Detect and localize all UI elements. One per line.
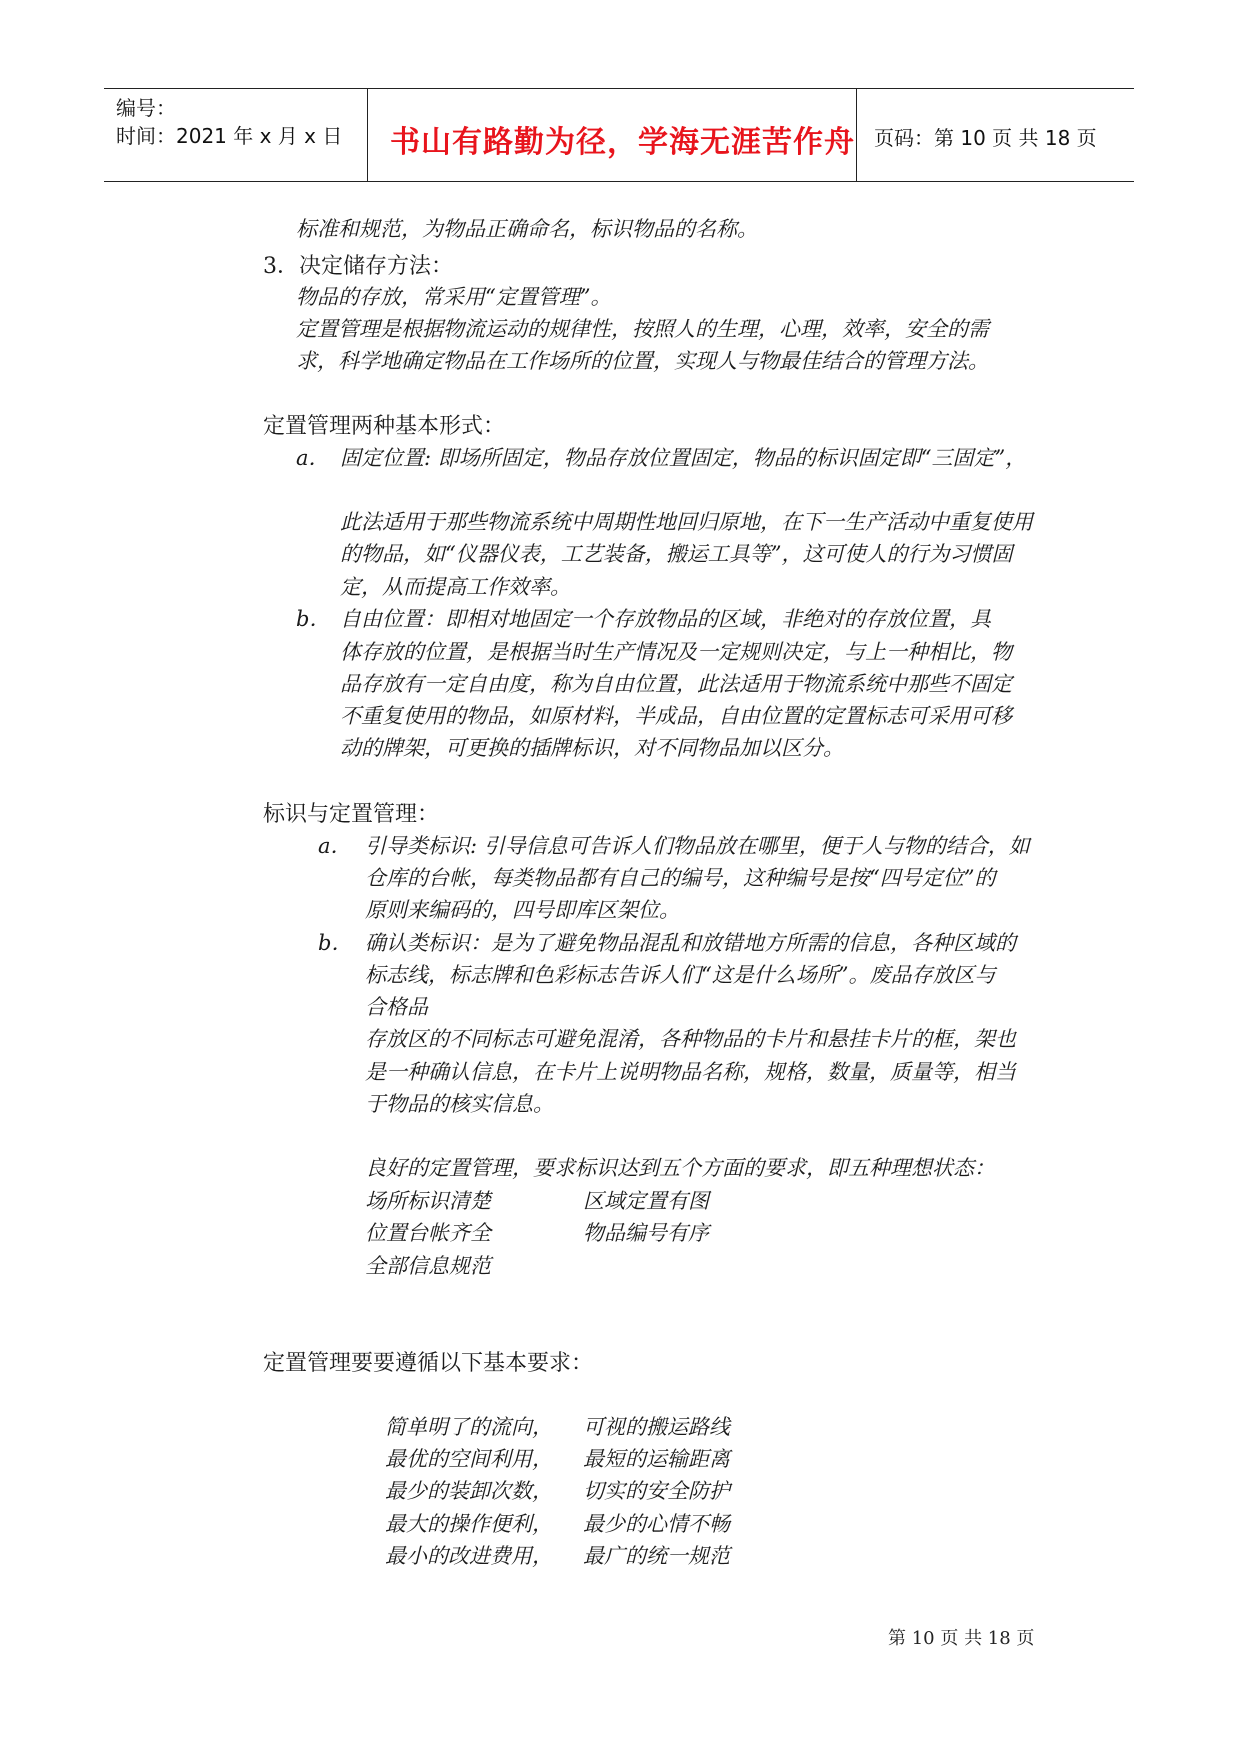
page-header (104, 88, 1134, 182)
form-a-line-4: 定，从而提高工作效率。 (340, 575, 571, 599)
mark-b-line-4: 存放区的不同标志可避免混淆，各种物品的卡片和悬挂卡片的框，架也 (365, 1027, 1016, 1051)
header-number-label: 编号： (116, 96, 176, 120)
requirement-item: 最优的空间利用， (385, 1447, 553, 1471)
requirement-item: 最小的改进费用， (385, 1544, 553, 1568)
ideal-item: 全部信息规范 (365, 1254, 491, 1278)
form-b-line-3: 品存放有一定自由度，称为自由位置，此法适用于物流系统中那些不固定 (340, 672, 1012, 696)
requirement-item: 切实的安全防护 (583, 1479, 730, 1503)
form-b-line-2: 体存放的位置，是根据当时生产情况及一定规则决定，与上一种相比，物 (340, 640, 1012, 664)
header-page-code: 页码：第 10 页 共 18 页 (874, 126, 1097, 150)
mark-b-line-2: 标志线，标志牌和色彩标志告诉人们“这是什么场所”。废品存放区与 (365, 963, 996, 987)
form-a-marker: a． (296, 446, 330, 470)
page-footer: 第 10 页 共 18 页 (888, 1628, 1035, 1649)
header-motto: 书山有路勤为径，学海无涯苦作舟 (390, 125, 855, 160)
requirement-item: 最短的运输距离 (583, 1447, 730, 1471)
requirement-item: 最少的心情不畅 (583, 1512, 730, 1536)
requirement-item: 最广的统一规范 (583, 1544, 730, 1568)
form-b-marker: b． (296, 607, 331, 631)
form-a-line-1: 固定位置: 即场所固定，物品存放位置固定，物品的标识固定即“三固定”， (340, 446, 1027, 470)
ideal-intro: 良好的定置管理，要求标识达到五个方面的要求，即五种理想状态： (365, 1156, 995, 1180)
mark-a-line-3: 原则来编码的，四号即库区架位。 (365, 898, 680, 922)
ideal-item: 场所标识清楚 (365, 1189, 491, 1213)
mark-b-line-5: 是一种确认信息，在卡片上说明物品名称，规格，数量，质量等，相当 (365, 1060, 1016, 1084)
ideal-item: 物品编号有序 (583, 1221, 709, 1245)
ideal-item: 区域定置有图 (583, 1189, 709, 1213)
mark-b-line-6: 于物品的核实信息。 (365, 1092, 554, 1116)
step3-line-2: 定置管理是根据物流运动的规律性，按照人的生理，心理，效率，安全的需 (296, 317, 989, 341)
mark-b-marker: b． (318, 931, 353, 955)
forms-heading: 定置管理两种基本形式： (263, 414, 506, 439)
step3-line-1: 物品的存放，常采用“定置管理”。 (296, 285, 612, 309)
requirement-item: 最少的装卸次数， (385, 1479, 553, 1503)
header-divider-left (367, 88, 368, 182)
mark-b-line-1: 确认类标识：是为了避免物品混乱和放错地方所需的信息，各种区域的 (365, 931, 1016, 955)
requirement-item: 可视的搬运路线 (583, 1415, 730, 1439)
header-time-label: 时间：2021 年 x 月 x 日 (116, 124, 343, 148)
requirement-item: 最大的操作便利， (385, 1512, 553, 1536)
mark-a-line-1: 引导类标识: 引导信息可告诉人们物品放在哪里，便于人与物的结合，如 (365, 834, 1030, 858)
header-bottom-rule (104, 181, 1134, 182)
step3-line-3: 求，科学地确定物品在工作场所的位置，实现人与物最佳结合的管理方法。 (296, 349, 989, 373)
mark-a-marker: a． (318, 834, 352, 858)
mark-b-line-3: 合格品 (365, 995, 428, 1019)
mark-a-line-2: 仓库的台帐，每类物品都有自己的编号，这种编号是按“四号定位”的 (365, 866, 996, 890)
ideal-item: 位置台帐齐全 (365, 1221, 491, 1245)
header-divider-right (856, 88, 857, 182)
form-a-line-2: 此法适用于那些物流系统中周期性地回归原地，在下一生产活动中重复使用 (340, 510, 1033, 534)
form-b-line-5: 动的牌架，可更换的插牌标识，对不同物品加以区分。 (340, 736, 844, 760)
header-top-rule (104, 88, 1134, 89)
intro-line: 标准和规范，为物品正确命名，标识物品的名称。 (296, 217, 758, 241)
mark-heading: 标识与定置管理： (263, 802, 440, 827)
requirements-heading: 定置管理要要遵循以下基本要求： (263, 1351, 594, 1376)
form-b-line-1: 自由位置：即相对地固定一个存放物品的区域，非绝对的存放位置，具 (340, 607, 991, 631)
form-b-line-4: 不重复使用的物品，如原材料，半成品，自由位置的定置标志可采用可移 (340, 704, 1012, 728)
requirement-item: 简单明了的流向， (385, 1415, 553, 1439)
step3-title: 3．决定储存方法： (263, 254, 453, 279)
form-a-line-3: 的物品，如“仪器仪表，工艺装备，搬运工具等”，这可使人的行为习惯固 (340, 542, 1013, 566)
